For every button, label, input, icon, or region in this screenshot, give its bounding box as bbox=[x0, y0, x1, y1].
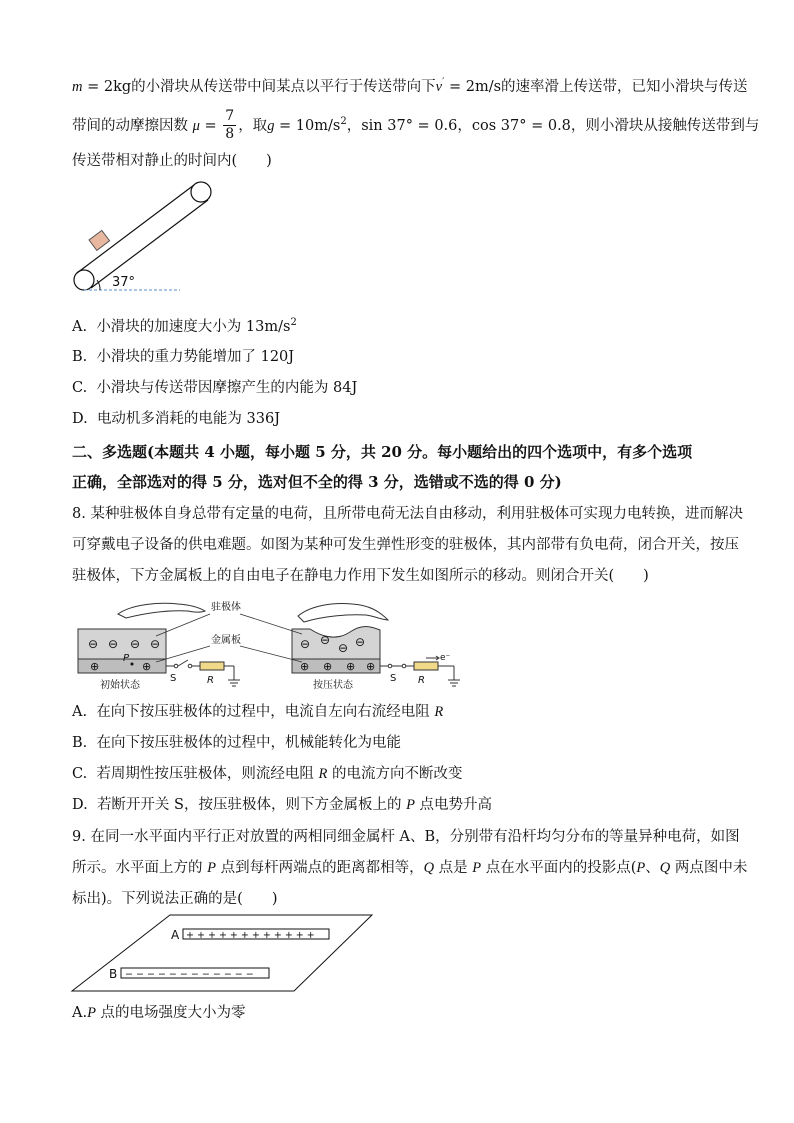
rods-figure bbox=[70, 913, 380, 993]
var-p: P bbox=[636, 860, 646, 876]
neg-charge: ⊖ bbox=[130, 637, 141, 651]
q9-text: 点是 bbox=[434, 860, 473, 876]
q8-stem-line1: 8. 某种驻极体自身总带有定量的电荷，且所带电荷无法自由移动，利用驻极体可实现力电转换，进而解决 bbox=[72, 506, 743, 522]
q9-text: 所示。水平面上方的 bbox=[72, 860, 208, 876]
q9-stem-line2 bbox=[72, 858, 747, 878]
var-r: R bbox=[434, 704, 444, 720]
neg-charge: ⊖ bbox=[355, 635, 366, 649]
pos-charge: ⊕ bbox=[346, 660, 356, 673]
frac-denominator: 8 bbox=[225, 126, 235, 143]
q9-text: 点在水平面内的投影点( bbox=[481, 860, 637, 876]
option-label: C. bbox=[72, 766, 88, 782]
frac-numerator: 7 bbox=[225, 108, 235, 125]
g-value: = 10m/s bbox=[274, 117, 341, 134]
hand-left bbox=[118, 603, 205, 618]
label-r-pressed: R bbox=[418, 675, 425, 686]
q9-stem-line3: 标出)。下列说法正确的是( ) bbox=[72, 891, 278, 907]
label-pressed-state: 按压状态 bbox=[313, 680, 353, 691]
q7-text: ，则小滑块从接触传送带到与 bbox=[570, 117, 760, 134]
option-label: A. bbox=[72, 1005, 88, 1021]
option-text: 若周期性按压驻极体，则流经电阻 bbox=[96, 766, 319, 782]
option-label: B. bbox=[72, 349, 88, 365]
var-q: Q bbox=[423, 860, 435, 876]
option-label: D. bbox=[72, 797, 88, 813]
label-s-initial: S bbox=[170, 673, 177, 684]
q7-text: ，取 bbox=[238, 117, 268, 134]
hand-right bbox=[298, 604, 388, 623]
neg-charge: ⊖ bbox=[88, 637, 99, 651]
q7-option-b[interactable] bbox=[72, 347, 294, 367]
prime-mark: ′ bbox=[442, 77, 445, 88]
q8-stem-line2: 可穿戴电子设备的供电难题。如图为某种可发生弹性形变的驻极体，其内部带有负电荷，闭合开关，按压 bbox=[72, 537, 739, 553]
rod-a-label: A bbox=[171, 928, 180, 942]
option-text: 点电势升高 bbox=[414, 797, 493, 813]
var-p: P bbox=[406, 797, 415, 813]
q9-text: 两点图中未 bbox=[670, 860, 748, 876]
var-r: R bbox=[318, 766, 328, 782]
q9-text: 点到每杆两端点的距离都相等， bbox=[215, 860, 424, 876]
point-p-dot bbox=[131, 663, 134, 666]
q8-option-a[interactable] bbox=[72, 702, 443, 722]
neg-charge: ⊖ bbox=[338, 641, 349, 655]
var-g: g bbox=[267, 117, 275, 134]
sin-value: ，sin 37° = 0.6 bbox=[346, 117, 458, 134]
q8-stem-line3: 驻极体，下方金属板上的自由电子在静电力作用下发生如图所示的移动。则闭合开关( ) bbox=[72, 568, 649, 584]
option-text: 点的电场强度大小为零 bbox=[95, 1005, 246, 1021]
q8-option-c[interactable] bbox=[72, 764, 462, 784]
q7-text: 的小滑块从传送带中间某点以平行于传送带向下 bbox=[131, 78, 436, 95]
q7-stem-line2 bbox=[72, 104, 759, 144]
point-p: P bbox=[123, 653, 130, 664]
pos-charge: ⊕ bbox=[323, 660, 333, 673]
pos-charge: ⊕ bbox=[366, 660, 376, 673]
equals: = bbox=[199, 117, 222, 134]
rod-a-charges: + + + + + + + + + + + + bbox=[186, 930, 315, 941]
var-mu: μ bbox=[192, 117, 200, 134]
neg-charge: ⊖ bbox=[108, 637, 119, 651]
slider-block bbox=[89, 230, 110, 250]
q8-option-b[interactable] bbox=[72, 733, 401, 753]
section-heading-line1: 二、多选题(本题共 4 小题，每小题 5 分，共 20 分。每小题给出的四个选项中，有多个选项 bbox=[72, 443, 693, 461]
conveyor-figure bbox=[66, 176, 226, 298]
option-label: A. bbox=[72, 704, 88, 720]
q7-text: 带间的动摩擦因数 bbox=[72, 117, 188, 134]
section-heading-line2: 正确，全部选对的得 5 分，选对但不全的得 3 分，选错或不选的得 0 分) bbox=[72, 473, 562, 491]
var-p: P bbox=[87, 1005, 96, 1021]
option-text: 在向下按压驻极体的过程中，机械能转化为电能 bbox=[96, 735, 401, 751]
label-electret: 驻极体 bbox=[211, 602, 241, 613]
fraction-7-8 bbox=[223, 108, 236, 143]
circuit-initial bbox=[166, 660, 240, 686]
q9-text: 、 bbox=[645, 860, 660, 876]
q7-option-a[interactable] bbox=[72, 313, 297, 337]
q7-stem-line1 bbox=[72, 73, 748, 97]
pos-charge: ⊕ bbox=[90, 660, 100, 673]
option-text: 若断开开关 S，按压驻极体，则下方金属板上的 bbox=[96, 797, 407, 813]
label-initial-state: 初始状态 bbox=[100, 680, 140, 691]
q7-stem-line3: 传送带相对静止的时间内( ) bbox=[72, 153, 272, 169]
option-text: 的电流方向不断改变 bbox=[327, 766, 463, 782]
var-m: m bbox=[72, 78, 83, 95]
exponent: 2 bbox=[340, 116, 347, 127]
electret-figure bbox=[70, 594, 470, 694]
option-text: 小滑块的重力势能增加了 120J bbox=[96, 349, 295, 365]
option-label: C. bbox=[72, 380, 88, 396]
pos-charge: ⊕ bbox=[142, 660, 152, 673]
option-text: 小滑块的加速度大小为 13m/s bbox=[96, 318, 291, 335]
neg-charge: ⊖ bbox=[320, 633, 331, 647]
q9-option-a[interactable] bbox=[72, 1003, 246, 1023]
q9-stem-line1: 9. 在同一水平面内平行正对放置的两相同细金属杆 A、B，分别带有沿杆均匀分布的等量异种电荷，如图 bbox=[72, 829, 740, 845]
q7-text: 的速率滑上传送带，已知小滑块与传送 bbox=[501, 78, 748, 95]
var-q: Q bbox=[659, 860, 671, 876]
q7-option-c[interactable] bbox=[72, 378, 357, 398]
option-text: 小滑块与传送带因摩擦产生的内能为 84J bbox=[96, 380, 358, 396]
mass-value: = 2kg bbox=[82, 78, 132, 95]
option-label: A. bbox=[72, 318, 88, 335]
leader-electret-left bbox=[156, 614, 210, 636]
option-label: D. bbox=[72, 411, 88, 427]
neg-charge: ⊖ bbox=[150, 637, 161, 651]
var-v: v bbox=[435, 78, 443, 95]
option-label: B. bbox=[72, 735, 88, 751]
label-electron: e⁻ bbox=[440, 653, 451, 663]
label-metal-plate: 金属板 bbox=[211, 635, 241, 646]
cos-value: ，cos 37° = 0.8 bbox=[457, 117, 571, 134]
q8-option-d[interactable] bbox=[72, 795, 492, 815]
rod-b-label: B bbox=[109, 967, 118, 981]
rod-b-charges: − − − − − − − − − − − − bbox=[125, 969, 254, 980]
option-text: 在向下按压驻极体的过程中，电流自左向右流经电阻 bbox=[96, 704, 435, 720]
var-p: P bbox=[207, 860, 216, 876]
speed-value: = 2m/s bbox=[444, 78, 502, 95]
pos-charge: ⊕ bbox=[300, 660, 310, 673]
exponent: 2 bbox=[290, 317, 297, 328]
q7-option-d[interactable] bbox=[72, 409, 280, 429]
leader-electret-right bbox=[240, 614, 302, 634]
angle-label: 37° bbox=[112, 275, 136, 290]
neg-charge: ⊖ bbox=[300, 637, 311, 651]
label-s-pressed: S bbox=[390, 673, 397, 684]
label-r-initial: R bbox=[207, 675, 214, 686]
option-text: 电动机多消耗的电能为 336J bbox=[96, 411, 281, 427]
var-p: P bbox=[472, 860, 482, 876]
